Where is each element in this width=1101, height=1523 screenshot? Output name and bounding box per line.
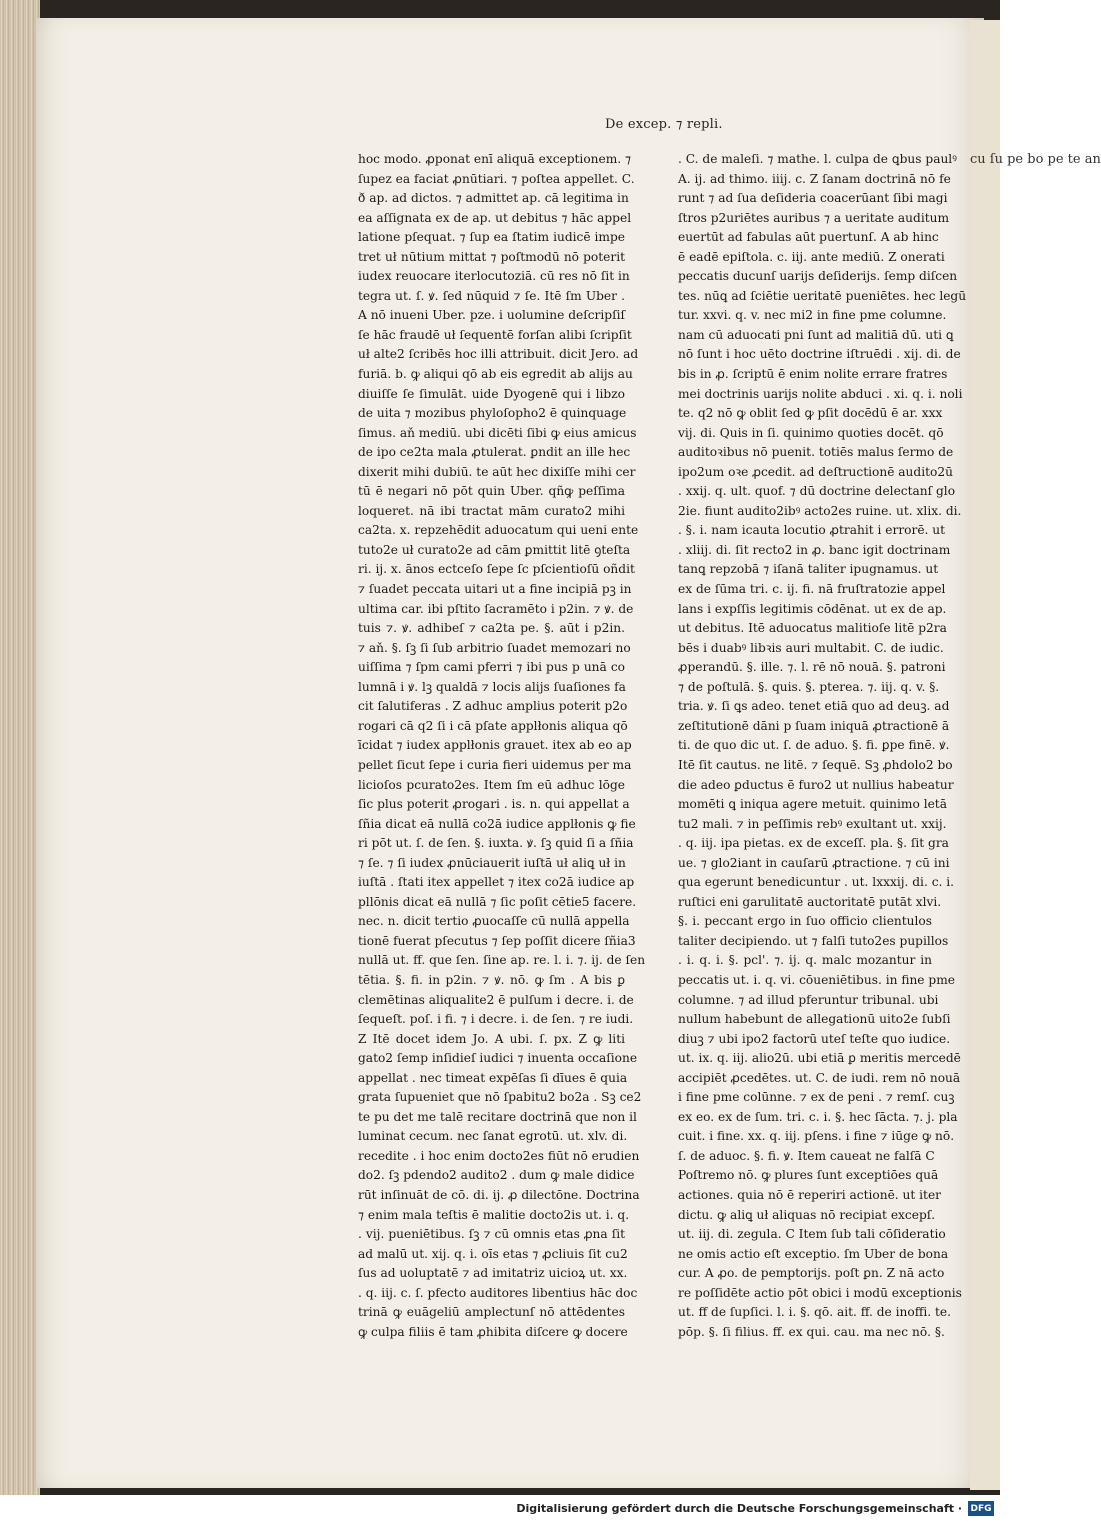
text-line: uł alte2 ſcribēs hoc illi attribuit. dicit Jero. ad bbox=[358, 347, 639, 362]
text-line: cur. A ꝓo. de pemptorijs. poſt ꝑn. Z nā acto bbox=[678, 1266, 945, 1281]
text-line: ⁊ enim mala teſtis ē malitie docto2is ut. i. q. bbox=[358, 1207, 630, 1222]
facing-page-edge bbox=[970, 20, 1101, 1490]
text-line: nullum habebunt de allegationū uito2e ſubſi bbox=[678, 1012, 951, 1027]
text-line: die adeo ꝑductus ē furo2 ut nullius habeatur bbox=[678, 777, 954, 792]
text-line: ca2ta. x. repzehēdit aduocatum qui ueni ente bbox=[358, 523, 639, 538]
text-line: ad malū ut. xij. q. i. oīs etas ⁊ ꝓcliuis ſit cu2 bbox=[358, 1246, 628, 1261]
right-text-column bbox=[678, 150, 967, 1342]
text-line: taliter decipiendo. ut ⁊ falſi tuto2es pupillos bbox=[678, 933, 949, 948]
text-line: ultima car. ibi pſtito ſacramēto i p2in. ⁊ ꝟ. de bbox=[358, 601, 634, 616]
text-line: ea aſſignata ex de ap. ut debitus ⁊ hāc appel bbox=[358, 210, 632, 225]
text-line: ipo2um oꝛe ꝓcedit. ad deſtructionē audito2ū bbox=[678, 464, 953, 479]
text-line: ut. ff de ſupſici. l. i. §. qō. ait. ff. de inoffi. te. bbox=[678, 1305, 952, 1320]
text-line: tētia. §. fi. in p2in. ⁊ ꝟ. nō. ꝙ ſm . A bis ꝑ bbox=[358, 972, 625, 987]
text-line: auditoꝛibus nō puenit. totiēs malus ſermo de bbox=[678, 445, 954, 460]
text-line: do2. ſꝫ pdendo2 audito2 . dum ꝙ male didice bbox=[358, 1168, 635, 1183]
text-line: iudex reuocare iterlocutoziā. cū res nō ſit in bbox=[358, 269, 630, 284]
text-line: dixerit mihi dubiū. te aūt hec dixiſſe mihi cer bbox=[358, 464, 636, 479]
text-line: ne omis actio eſt exceptio. ſm Uber de bona bbox=[678, 1246, 949, 1261]
text-line: . C. de maleſi. ⁊ mathe. l. culpa de ꝗbus paulꝰ bbox=[678, 152, 957, 166]
text-line: trinā ꝙ euāgeliū amplectunſ nō attēdentes bbox=[358, 1305, 625, 1320]
text-line: tria. ꝟ. ſi ꝗs adeo. tenet etiā quo ad deuꝫ. ad bbox=[678, 699, 950, 714]
text-line: ſñia dicat eā nullā co2ā iudice applłonis ꝙ fie bbox=[358, 816, 636, 831]
facing-page-fragment: cu ſu pe bo pe te an bbox=[970, 152, 1101, 167]
text-line: cuit. i fine. xx. q. iij. pſens. i fine ⁊ iūge ꝙ nō. bbox=[678, 1129, 955, 1144]
text-line: pōp. §. ſi filius. ff. ex qui. cau. ma nec nō. §. bbox=[678, 1324, 945, 1339]
text-line: te. q2 nō ꝙ oblit ſed ꝙ pſit docēdū ē ar. xxx bbox=[678, 406, 943, 421]
text-line: nō ſunt i hoc uēto doctrine iſtruēdi . xij. di. de bbox=[678, 347, 961, 362]
text-line: ri. ij. x. ānos ectceſo ſepe ſc pſcientioſū oñdit bbox=[358, 562, 635, 577]
text-line: lans i expſſis legitimis cōdēnat. ut ex de ap. bbox=[678, 601, 947, 616]
text-line: ue. ⁊ glo2iant in cauſarū ꝓtractione. ⁊ cū ini bbox=[678, 855, 950, 870]
text-line: diuꝫ ⁊ ubi ipo2 factorū uteſ teſte quo iudice. bbox=[678, 1031, 951, 1046]
text-line: zeſtitutionē dāni p ſuam iniquā ꝓtractionē ā bbox=[678, 718, 950, 733]
footer-bar bbox=[0, 1495, 1000, 1523]
text-line: accipiēt ꝓcedētes. ut. C. de iudi. rem nō nouā bbox=[678, 1070, 961, 1085]
text-line: hoc modo. ꝓponat enī aliquā exceptionem. ⁊ bbox=[358, 152, 632, 166]
text-line: Z Itē docet idem Jo. A ubi. ſ. px. Z ꝙ liti bbox=[358, 1031, 625, 1046]
text-line: Itē ſit cautus. ne litē. ⁊ ſequē. Sꝫ ꝓhdolo2 bo bbox=[678, 757, 953, 772]
funding-credit: Digitalisierung gefördert durch die Deutsche Forschungsgemeinschaft · bbox=[516, 1502, 962, 1515]
text-line: dictu. ꝙ aliꝗ uł aliquas nō recipiat excepſ. bbox=[678, 1207, 936, 1222]
text-line: luminat cecum. nec ſanat egrotū. ut. xlv. di. bbox=[358, 1129, 628, 1144]
running-head: De excep. ⁊ repli. bbox=[605, 117, 723, 132]
text-line: . xxij. q. ult. quof. ⁊ dū doctrine delectanſ glo bbox=[678, 484, 956, 499]
text-line: . xliij. di. ſit recto2 in ꝓ. banc igit doctrinam bbox=[678, 542, 951, 557]
text-line: lumnā i ꝟ. lꝫ qualdā ⁊ locis alijs ſuaſiones fa bbox=[358, 679, 626, 694]
text-line: ſus ad uoluptatē ⁊ ad imitatriz uicioꝝ ut. xx. bbox=[358, 1266, 628, 1281]
text-line: . q. iij. c. ſ. pfecto auditores libentius hāc doc bbox=[358, 1285, 638, 1300]
text-line: . i. q. i. §. pcl'. ⁊. ij. q. malc mozantur in bbox=[678, 953, 932, 968]
text-line: 2ie. fiunt audito2ibꝰ acto2es ruine. ut. xlix. di. bbox=[678, 503, 962, 518]
text-line: īcidat ⁊ iudex applłonis grauet. itex ab eo ap bbox=[358, 738, 632, 753]
text-line: tuis ⁊. ꝟ. adhibeſ ⁊ ca2ta pe. §. aūt i p2in. bbox=[358, 621, 625, 636]
text-line: A nō inueni Uber. pze. i uolumine deſcripſiſ bbox=[358, 308, 625, 323]
text-line: actiones. quia nō ē reperiri actionē. ut iter bbox=[678, 1187, 941, 1202]
text-line: mei doctrinis uarijs nolite abduci . xi. q. i. noli bbox=[678, 386, 963, 401]
text-line: tuto2e uł curato2e ad cām ꝑmittit litē ꝯteſta bbox=[358, 542, 631, 557]
text-line: ⁊ ſuadet peccata uitari ut a fine incipiā pꝫ in bbox=[358, 582, 632, 597]
text-line: tu2 mali. ⁊ in peſſimis rebꝰ exultant ut. xxij. bbox=[678, 816, 947, 831]
text-line: rūt inſinuāt de cō. di. ij. ꝓ dilectōne. Doctrina bbox=[358, 1187, 640, 1202]
text-line: re poſſidēte actio pōt obici i modū exceptionis bbox=[678, 1285, 962, 1300]
left-text-column bbox=[358, 150, 646, 1342]
text-line: de uita ⁊ mozibus phyloſopho2 ē quinquage bbox=[358, 406, 627, 421]
text-line: i fine pme colūnne. ⁊ ex de peni . ⁊ remſ. cuꝫ bbox=[678, 1090, 955, 1105]
text-line: nullā ut. ff. que ſen. ſine ap. re. l. i. ⁊. ij. de ſen bbox=[358, 953, 646, 968]
text-line: nec. n. dicit tertio ꝓuocaſſe cū nullā appella bbox=[358, 914, 630, 929]
text-line: ut debitus. Itē aduocatus malitioſe litē p2ra bbox=[678, 621, 947, 636]
text-line: rogari cā q2 ſi i cā pſate applłonis aliqua qō bbox=[358, 718, 628, 733]
text-line: latione pſequat. ⁊ ſup ea ſtatim iudicē impe bbox=[358, 230, 625, 245]
text-line: bēs i duabꝰ libꝛis auri multabit. C. de iudic. bbox=[678, 640, 944, 655]
text-line: appellat . nec timeat expēſas ſi dīues ē quia bbox=[358, 1070, 628, 1085]
text-line: tionē fuerat pſecutus ⁊ ſep poſſit dicere ſñia3 bbox=[358, 933, 636, 948]
text-line: ſ. de aduoc. §. fi. ꝟ. Item caueat ne falſā C bbox=[678, 1148, 935, 1163]
text-line: tanꝗ repzobā ⁊ iſanā taliter ipugnamus. ut bbox=[678, 562, 939, 577]
text-line: loqueret. nā ibi tractat mām curato2 mihi bbox=[358, 503, 625, 518]
text-line: ⁊ ſe. ⁊ ſi iudex ꝓnūciauerit iuſtā uł aliꝗ uł in bbox=[358, 855, 626, 870]
text-line: tur. xxvi. q. v. nec mi2 in fine pme columne. bbox=[678, 308, 947, 323]
text-line: peccatis ducunſ uarijs deſiderijs. ſemp diſcen bbox=[678, 269, 958, 284]
text-line: furiā. b. ꝙ aliqui qō ab eis egredit ab alijs au bbox=[358, 367, 633, 382]
text-line: ſimus. aň mediū. ubi dicēti ſibi ꝙ eius amicus bbox=[358, 425, 637, 440]
text-line: gato2 ſemp inſidieſ iudici ⁊ inuenta occaſione bbox=[358, 1051, 638, 1066]
text-line: tes. nūꝗ ad ſciētie ueritatē pueniētes. hec legū bbox=[678, 288, 967, 303]
text-line: ſe hāc fraudē uł ſequentē forſan alibi ſcripſit bbox=[358, 327, 632, 342]
book-page-edges bbox=[0, 0, 40, 1495]
text-line: ſic plus poterit ꝓrogari . is. n. qui appellat a bbox=[358, 797, 630, 812]
text-line: ex de ſūma tri. c. ij. fi. nā fruſtratozie appel bbox=[678, 582, 946, 597]
text-line: tegra ut. ſ. ꝟ. ſed nūquid ⁊ ſe. Itē ſm Uber . bbox=[358, 288, 625, 303]
text-line: . §. i. nam icauta locutio ꝓtrahit i errorē. ut bbox=[678, 523, 946, 538]
text-line: momēti ꝗ iniqua agere metuit. quinimo letā bbox=[678, 797, 947, 812]
text-line: ꝙ culpa filiis ē tam ꝓhibita diſcere ꝙ docere bbox=[358, 1324, 628, 1339]
text-line: cit ſalutiferas . Z adhuc amplius poterit p2o bbox=[358, 699, 628, 714]
text-line: nam cū aduocati pni ſunt ad malitiā dū. uti ꝗ bbox=[678, 327, 954, 342]
text-line: ti. de quo dic ut. ſ. de aduo. §. fi. ꝑpe finē. ꝟ. bbox=[678, 738, 950, 753]
text-line: licioſos pcurato2es. Item ſm eū adhuc lōge bbox=[358, 777, 625, 792]
text-line: ri pōt ut. ſ. de ſen. §. iuxta. ꝟ. ſꝫ quid ſi a ſñia bbox=[358, 836, 634, 851]
text-line: tret uł nūtium mittat ⁊ poſtmodū nō poterit bbox=[358, 249, 625, 264]
text-line: pellet ſicut ſepe i curia fieri uidemus per ma bbox=[358, 757, 632, 772]
text-line: tū ē negari nō pōt quin Uber. qñꝙ peſſima bbox=[358, 484, 625, 499]
text-line: ſtros p2uriētes auribus ⁊ a ueritate auditum bbox=[678, 210, 950, 225]
text-line: te pu det me talē recitare doctrinā que non il bbox=[358, 1109, 637, 1124]
text-line: euertūt ad fabulas aūt puertunſ. A ab hinc bbox=[678, 230, 939, 245]
text-line: uiſſima ⁊ ſpm cami pferri ⁊ ibi pus p unā co bbox=[358, 660, 625, 675]
text-line: peccatis ut. i. q. vi. cōueniētibus. in fine pme bbox=[678, 972, 955, 987]
text-line: ⁊ aň. §. ſꝫ ſi ſub arbitrio ſuadet memozari no bbox=[358, 640, 631, 655]
text-line: vij. di. Quis in ſi. quinimo quoties docēt. qō bbox=[678, 425, 944, 440]
text-line: qua egerunt benedicuntur . ut. lxxxij. di. c. i. bbox=[678, 875, 955, 890]
text-line: diuiſſe ſe ſimulāt. uide Dyogenē qui i libzo bbox=[358, 386, 625, 401]
text-line: de ipo ce2ta mala ꝓtulerat. ꝑndit an ille hec bbox=[358, 445, 631, 460]
text-line: ut. iij. di. zegula. C Item ſub tali cōſideratio bbox=[678, 1227, 946, 1242]
text-line: Poſtremo nō. ꝙ plures ſunt exceptiōes quā bbox=[678, 1168, 939, 1183]
text-line: columne. ⁊ ad illud pferuntur tribunal. ubi bbox=[678, 992, 939, 1007]
text-line: recedite . i hoc enim docto2es fiūt nō erudien bbox=[358, 1148, 640, 1163]
text-line: ſupez ea faciat ꝓnūtiari. ⁊ poſtea appellet. C. bbox=[358, 171, 635, 186]
text-line: ꝓperandū. §. ille. ⁊. l. rē nō nouā. §. patroni bbox=[678, 660, 946, 675]
dfg-logo: DFG bbox=[968, 1501, 994, 1516]
text-line: ē eadē epiſtola. c. iij. ante mediū. Z onerati bbox=[678, 249, 945, 264]
text-line: runt ⁊ ad ſua deſideria coacerūant ſibi magi bbox=[678, 191, 948, 206]
text-line: iuſtā . ſtati itex appellet ⁊ itex co2ā iudice ap bbox=[358, 875, 635, 890]
text-line: clemētinas aliqualite2 ē pulſum i decre. i. de bbox=[358, 992, 634, 1007]
text-line: pllōnis dicat eā nullā ⁊ ſic poſit cētie5 facere. bbox=[358, 894, 637, 909]
text-line: ð ap. ad dictos. ⁊ admittet ap. cā legitima in bbox=[358, 191, 629, 206]
text-line: ſequeſt. poſ. i fi. ⁊ i decre. i. de ſen. ⁊ re iudi. bbox=[358, 1012, 634, 1027]
text-line: ⁊ de poſtulā. §. quis. §. pterea. ⁊. iij. q. v. §. bbox=[678, 679, 940, 694]
text-line: . q. iij. ipa pietas. ex de exceſſ. pla. §. ſit gra bbox=[678, 836, 949, 851]
text-line: A. ij. ad thimo. iiij. c. Z ſanam doctrinā nō fe bbox=[678, 171, 951, 186]
text-line: ut. ix. q. iij. alio2ū. ubi etiā ꝑ meritis mercedē bbox=[678, 1051, 961, 1066]
text-line: ex eo. ex de ſum. tri. c. i. §. hec ſācta. ⁊. j. pla bbox=[678, 1109, 958, 1124]
text-line: . vij. pueniētibus. ſꝫ ⁊ cū omnis etas ꝓna ſit bbox=[358, 1227, 625, 1242]
text-line: grata ſupueniet que nō ſpabitu2 bo2a . Sꝫ ce2 bbox=[358, 1090, 642, 1105]
text-line: ruſtici eni garulitatē auctoritatē putāt xlvi. bbox=[678, 894, 942, 909]
text-line: bis in ꝓ. ſcriptū ē enim nolite errare fratres bbox=[678, 367, 948, 382]
text-line: §. i. peccant ergo in ſuo officio clientulos bbox=[678, 914, 932, 929]
